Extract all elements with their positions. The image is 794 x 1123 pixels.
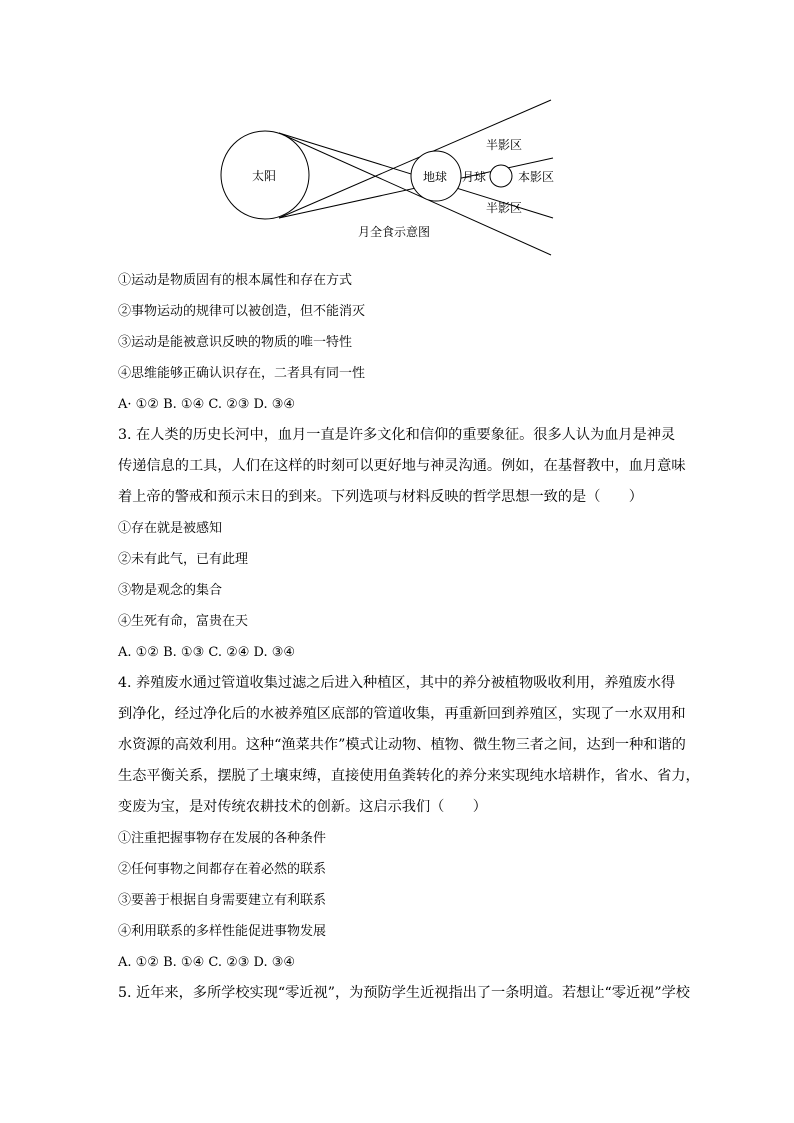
umbra-label: 本影区 bbox=[518, 170, 555, 184]
q2-option-3: ③运动是能被意识反映的物质的唯一特性 bbox=[118, 335, 353, 350]
q4-stem-line-1: 4. 养殖废水通过管道收集过滤之后进入种植区，其中的养分被植物吸收利用，养殖废水得 bbox=[118, 675, 676, 691]
q5-stem-line-1: 5. 近年来，多所学校实现“零近视”，为预防学生近视指出了一条明道。若想让“零近视”学校 bbox=[118, 985, 690, 1001]
moon-circle bbox=[490, 165, 512, 187]
penumbra-bottom-label: 半影区 bbox=[486, 201, 523, 215]
q2-option-1: ①运动是物质固有的根本属性和存在方式 bbox=[118, 273, 353, 288]
q3-stem-line-3: 着上帝的警戒和预示末日的到来。下列选项与材料反映的哲学思想一致的是（ ） bbox=[118, 489, 643, 505]
q4-stem-line-3: 水资源的高效利用。这种“渔菜共作”模式让动物、植物、微生物三者之间，达到一种和谐的 bbox=[118, 737, 686, 753]
q3-option-2: ②未有此气，已有此理 bbox=[118, 552, 249, 567]
q2-option-2: ②事物运动的规律可以被创造，但不能消灭 bbox=[118, 304, 366, 319]
lunar-eclipse-diagram bbox=[0, 0, 794, 260]
q2-option-4: ④思维能够正确认识存在，二者具有同一性 bbox=[118, 366, 366, 381]
q4-stem-line-2: 到净化，经过净化后的水被养殖区底部的管道收集，再重新回到养殖区，实现了一水双用和 bbox=[118, 706, 686, 722]
q3-choices: A. ①② B. ①③ C. ②④ D. ③④ bbox=[118, 645, 296, 660]
q3-stem-line-2: 传递信息的工具，人们在这样的时刻可以更好地与神灵沟通。例如，在基督教中，血月意味 bbox=[118, 458, 686, 474]
q4-stem-line-4: 生态平衡关系，摆脱了土壤束缚，直接使用鱼粪转化的养分来实现纯水培耕作，省水、省力， bbox=[118, 768, 700, 784]
q2-choices: A· ①② B. ①④ C. ②③ D. ③④ bbox=[118, 397, 296, 412]
q3-option-3: ③物是观念的集合 bbox=[118, 583, 223, 598]
moon-label: 月球 bbox=[462, 170, 487, 184]
q4-option-3: ③要善于根据自身需要建立有利联系 bbox=[118, 893, 327, 908]
q3-stem-line-1: 3. 在人类的历史长河中，血月一直是许多文化和信仰的重要象征。很多人认为血月是神灵 bbox=[118, 427, 676, 443]
q3-option-4: ④生死有命，富贵在天 bbox=[118, 614, 249, 629]
q4-option-1: ①注重把握事物存在发展的各种条件 bbox=[118, 831, 327, 846]
question-content bbox=[118, 265, 700, 1009]
penumbra-top-label: 半影区 bbox=[486, 138, 523, 152]
q4-option-2: ②任何事物之间都存在着必然的联系 bbox=[118, 862, 327, 877]
diagram-caption: 月全食示意图 bbox=[358, 225, 431, 239]
q4-stem-line-5: 变废为宝，是对传统农耕技术的创新。这启示我们（ ） bbox=[118, 799, 487, 815]
q4-option-4: ④利用联系的多样性能促进事物发展 bbox=[118, 924, 327, 939]
q3-option-1: ①存在就是被感知 bbox=[118, 521, 223, 536]
earth-label: 地球 bbox=[423, 170, 448, 184]
sun-label: 太阳 bbox=[252, 169, 277, 183]
q4-choices: A. ①② B. ①④ C. ②③ D. ③④ bbox=[118, 955, 296, 970]
